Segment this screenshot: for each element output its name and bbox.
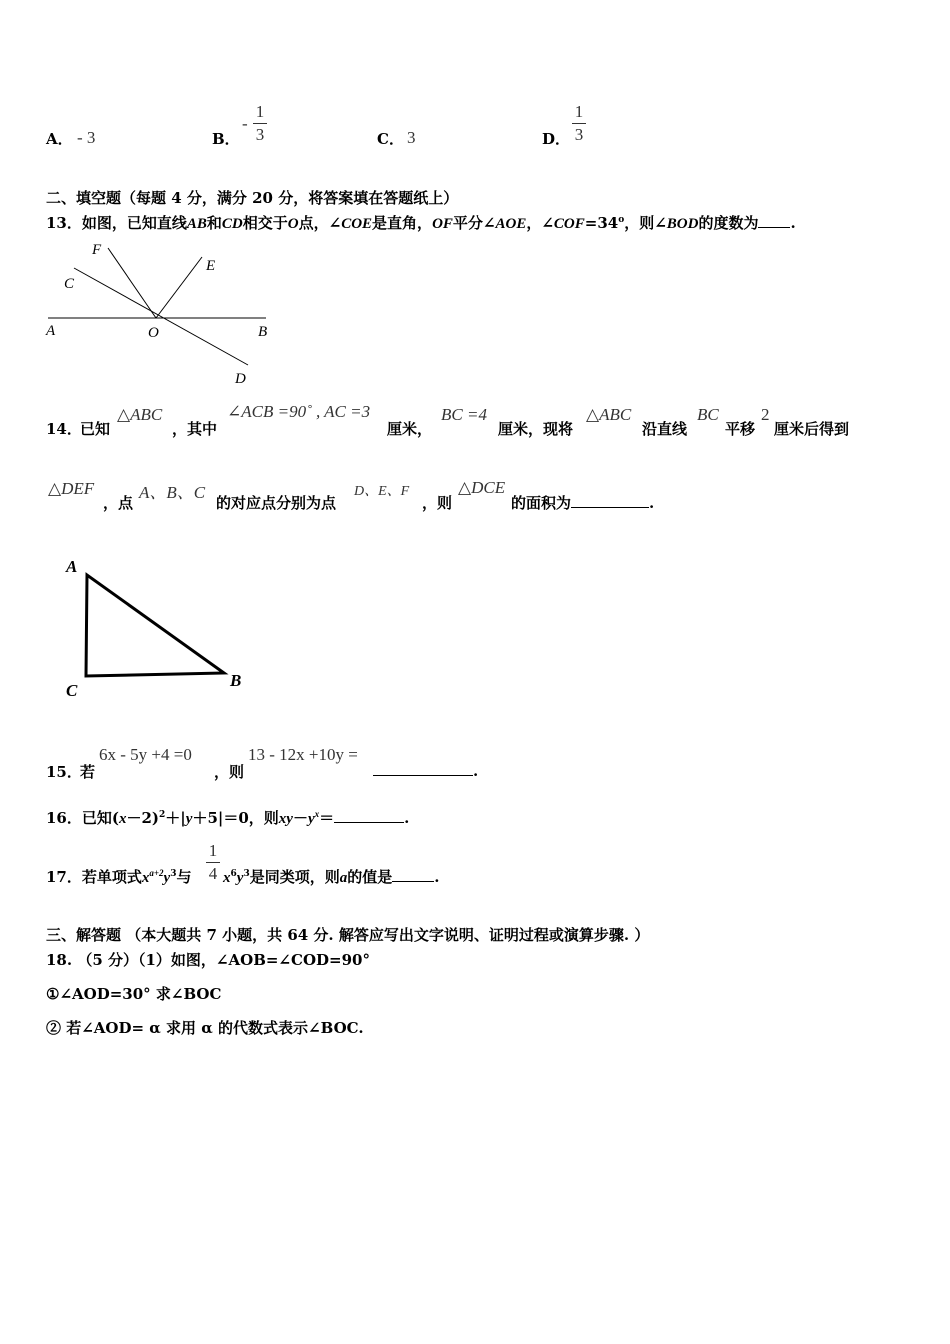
- triangle-abc: [86, 575, 224, 676]
- q14-angle-acb: ∠ACB =90˚ , AC =3: [227, 402, 371, 421]
- q13-figure: [40, 238, 280, 388]
- label-a: A: [46, 323, 56, 339]
- q14-t2: ，其中: [172, 420, 218, 438]
- q14-t8: ，点: [103, 494, 134, 512]
- option-b-numerator: 1: [255, 102, 265, 121]
- q14-answer-blank[interactable]: [571, 493, 649, 508]
- option-a-value: - 3: [77, 128, 96, 147]
- q14-answer: 的面积为 .: [511, 494, 655, 512]
- q14-bc-length: BC =4: [441, 405, 487, 424]
- q15-t2: ，则: [214, 763, 245, 781]
- q17-fraction: [206, 841, 220, 884]
- label-o: O: [148, 325, 159, 341]
- option-d-label: D．: [542, 130, 571, 148]
- q17-numerator: 1: [208, 841, 218, 860]
- option-d-denominator: 3: [574, 125, 584, 144]
- q16-answer-blank[interactable]: [334, 808, 404, 823]
- q15-equation: 6x - 5y +4 =0: [99, 745, 192, 764]
- option-d-fraction: [572, 102, 586, 145]
- option-c-label: C．: [377, 130, 404, 148]
- q14-num: 14．: [46, 420, 82, 438]
- q17-part2: $x^6y^3$是同类项，则a的值是 .: [223, 868, 440, 886]
- q14-line-bc: BC: [697, 405, 719, 424]
- q14-points-abc: A、B、C: [139, 483, 206, 502]
- q14-t9: 的对应点分别为点: [216, 494, 337, 512]
- q14-points-def: D、E、F: [354, 484, 410, 499]
- label-d: D: [235, 371, 246, 387]
- option-b-denominator: 3: [255, 125, 265, 144]
- q15-num: 15．: [46, 763, 82, 781]
- q15-answer-blank[interactable]: [373, 761, 473, 776]
- q14-triangle-def: △DEF: [48, 479, 95, 498]
- label-c: C: [66, 681, 78, 700]
- label-c: C: [64, 276, 75, 292]
- option-a-label: A．: [46, 130, 73, 148]
- q17-denominator: 4: [208, 864, 218, 883]
- q13-text: 13．如图，已知直线AB和CD相交于O点，∠COE是直角，OF平分∠AOE，$\angle COF=34^o$，则∠BOD的度数为 .: [46, 214, 796, 232]
- q14-triangle-dce: △DCE: [458, 478, 506, 497]
- option-c-value: 3: [407, 128, 416, 147]
- option-b-sign: -: [242, 114, 248, 133]
- label-b: B: [230, 671, 242, 690]
- q18-line3: ② 若∠AOD= α 求用 α 的代数式表示∠BOC.: [46, 1019, 364, 1037]
- q15-answer: .: [373, 761, 478, 780]
- q14-t3: 厘米，: [387, 420, 433, 438]
- label-a: A: [66, 557, 78, 576]
- section2-heading: 二、填空题（每题 4 分，满分 20 分，将答案填在答题纸上）: [46, 189, 459, 207]
- section3-heading: 三、解答题 （本大题共 7 小题，共 64 分. 解答应写出文字说明、证明过程或演算步骤. ）: [46, 926, 650, 944]
- q15-t1: 若: [80, 763, 96, 781]
- q17-answer-blank[interactable]: [392, 867, 434, 882]
- q18-line1: 18. （5 分）（1）如图，∠AOB=∠COD=90°: [46, 951, 370, 969]
- q16-text: 16．已知$(x-2)^2+|y+5|=0$，则$xy-y^x=$ .: [46, 809, 410, 827]
- option-b-label: B．: [212, 130, 240, 148]
- ray-of: [108, 248, 156, 318]
- q14-t7: 厘米后得到: [774, 420, 850, 438]
- option-b-fraction: [253, 102, 267, 145]
- q14-t1: 已知: [80, 420, 111, 438]
- q14-t10: ，则: [422, 494, 453, 512]
- label-f: F: [92, 242, 102, 258]
- q14-distance: 2: [761, 405, 770, 424]
- q15-expression: 13 - 12x +10y =: [248, 745, 358, 764]
- option-d-numerator: 1: [574, 102, 584, 121]
- q18-line2: ①∠AOD=30° 求∠BOC: [46, 985, 222, 1003]
- q14-figure: [60, 552, 260, 702]
- q14-triangle-abc: △ABC: [117, 405, 163, 424]
- label-b: B: [258, 324, 268, 340]
- q13-answer-blank[interactable]: [758, 213, 790, 228]
- q14-t5: 沿直线: [642, 420, 688, 438]
- q17-part1: 17．若单项式$x^{a+2}y^3$与: [46, 868, 192, 886]
- q14-t6: 平移: [725, 420, 756, 438]
- q14-t4: 厘米，现将: [498, 420, 574, 438]
- line-cd: [74, 268, 248, 365]
- label-e: E: [206, 258, 216, 274]
- ray-oe: [156, 257, 202, 318]
- q14-triangle-abc-2: △ABC: [586, 405, 632, 424]
